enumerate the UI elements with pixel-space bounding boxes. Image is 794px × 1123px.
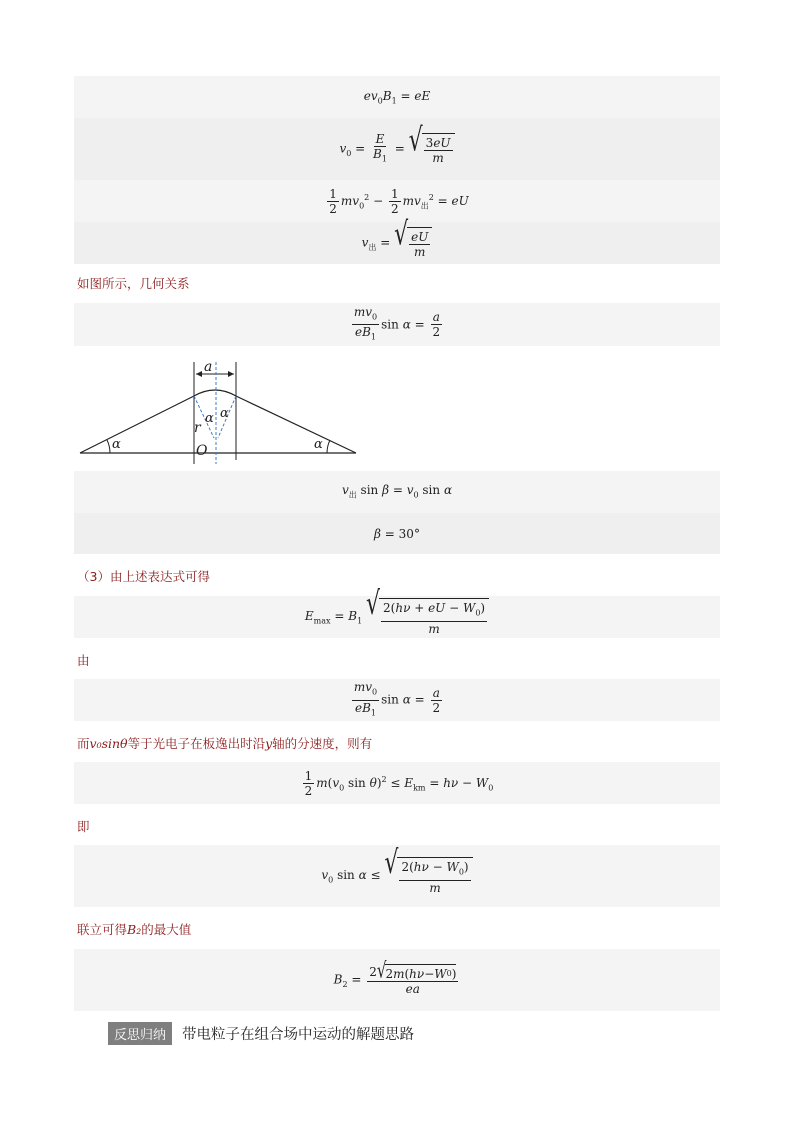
text-part-d: y: [265, 736, 273, 751]
equation-10-text: $\frac{1}{2}$ $m(v_0$ $\sin \theta)^2 \le E_{km} = h\nu - W_0$: [304, 768, 494, 798]
equation-8-text: $E_{max} = B_1$ √ $\frac{2(h\nu + eU - W_0)}{m}$: [305, 598, 489, 635]
right-slope: [236, 396, 356, 453]
equation-3-text: $\frac{1}{2}$ $mv_0^2$ − $\frac{1}{2}$ $mv_出^2$ = eU: [329, 186, 469, 216]
text-combine: [77, 920, 191, 938]
equation-11: [74, 845, 720, 907]
equation-12: [74, 949, 720, 1011]
equation-7-text: β = 30°: [374, 526, 420, 541]
text-combine-c: 的最大值: [141, 922, 192, 937]
text-velocity-component: [77, 734, 372, 752]
equation-10: [74, 762, 720, 804]
equation-6-text: $v_出$ $\sin \beta = v_0$ sin α: [341, 483, 453, 500]
equation-12-text: $B_2$ = 2 √ 2 m ( hν − W 0 ) ea: [333, 957, 457, 996]
equation-1-text: $ev_0B_1$ = eE: [363, 88, 431, 106]
reflection-tag: 反思归纳: [108, 1022, 172, 1045]
label-alpha-top1: α: [205, 411, 214, 426]
arrow-head-right: [228, 371, 234, 377]
geometry-diagram: [74, 356, 374, 468]
label-alpha-top2: α: [220, 406, 229, 421]
equation-7: [74, 513, 720, 554]
label-alpha-left: α: [112, 437, 121, 452]
label-a: a: [204, 359, 213, 375]
label-O: O: [196, 443, 208, 459]
arrow-head-left: [196, 371, 202, 377]
text-part-e: 轴的分速度，则有: [272, 736, 373, 751]
text-part-b: v₀sinθ: [89, 736, 128, 751]
left-slope: [80, 396, 194, 453]
equation-2-text: $v_0$ = $\frac{E}{B_1}$ = √ $\frac{3eU}{m}$: [339, 132, 454, 166]
equation-9: [74, 679, 720, 721]
text-combine-b: B₂: [127, 922, 142, 937]
equation-2: [74, 118, 720, 180]
equation-8: [74, 586, 720, 638]
equation-5: [74, 303, 720, 346]
label-r: r: [194, 420, 201, 436]
text-part-a: 而: [77, 736, 90, 751]
equation-6: [74, 471, 720, 513]
text-combine-a: 联立可得: [77, 922, 128, 937]
equation-1: [74, 76, 720, 118]
equation-4-text: $v_出$ = √ $\frac{eU}{m}$: [362, 227, 433, 259]
equation-4: [74, 216, 720, 264]
angle-arc-right: [327, 440, 330, 453]
text-namely: 即: [77, 819, 90, 834]
reflection-section: [108, 1022, 414, 1045]
reflection-title: 带电粒子在组合场中运动的解题思路: [182, 1027, 415, 1043]
arc-trajectory: [194, 390, 236, 396]
equation-3: [74, 180, 720, 222]
label-alpha-right: α: [314, 437, 323, 452]
equation-9-text: $\frac{mv_0}{eB_1}$ sin α = $\frac{a}{2}$: [353, 680, 441, 717]
text-part-c: 等于光电子在板逸出时沿: [127, 736, 266, 751]
text-geometry: 如图所示，几何关系: [77, 276, 190, 291]
text-from: 由: [77, 653, 90, 668]
equation-11-text: $v_0$ sin α ≤ √ $\frac{2(h\nu - W_0)}{m}$: [321, 857, 472, 894]
angle-arc-left: [107, 440, 110, 453]
equation-5-text: $\frac{mv_0}{eB_1}$ sin α = $\frac{a}{2}$: [353, 304, 441, 342]
text-part3: （3）由上述表达式可得: [77, 569, 210, 584]
